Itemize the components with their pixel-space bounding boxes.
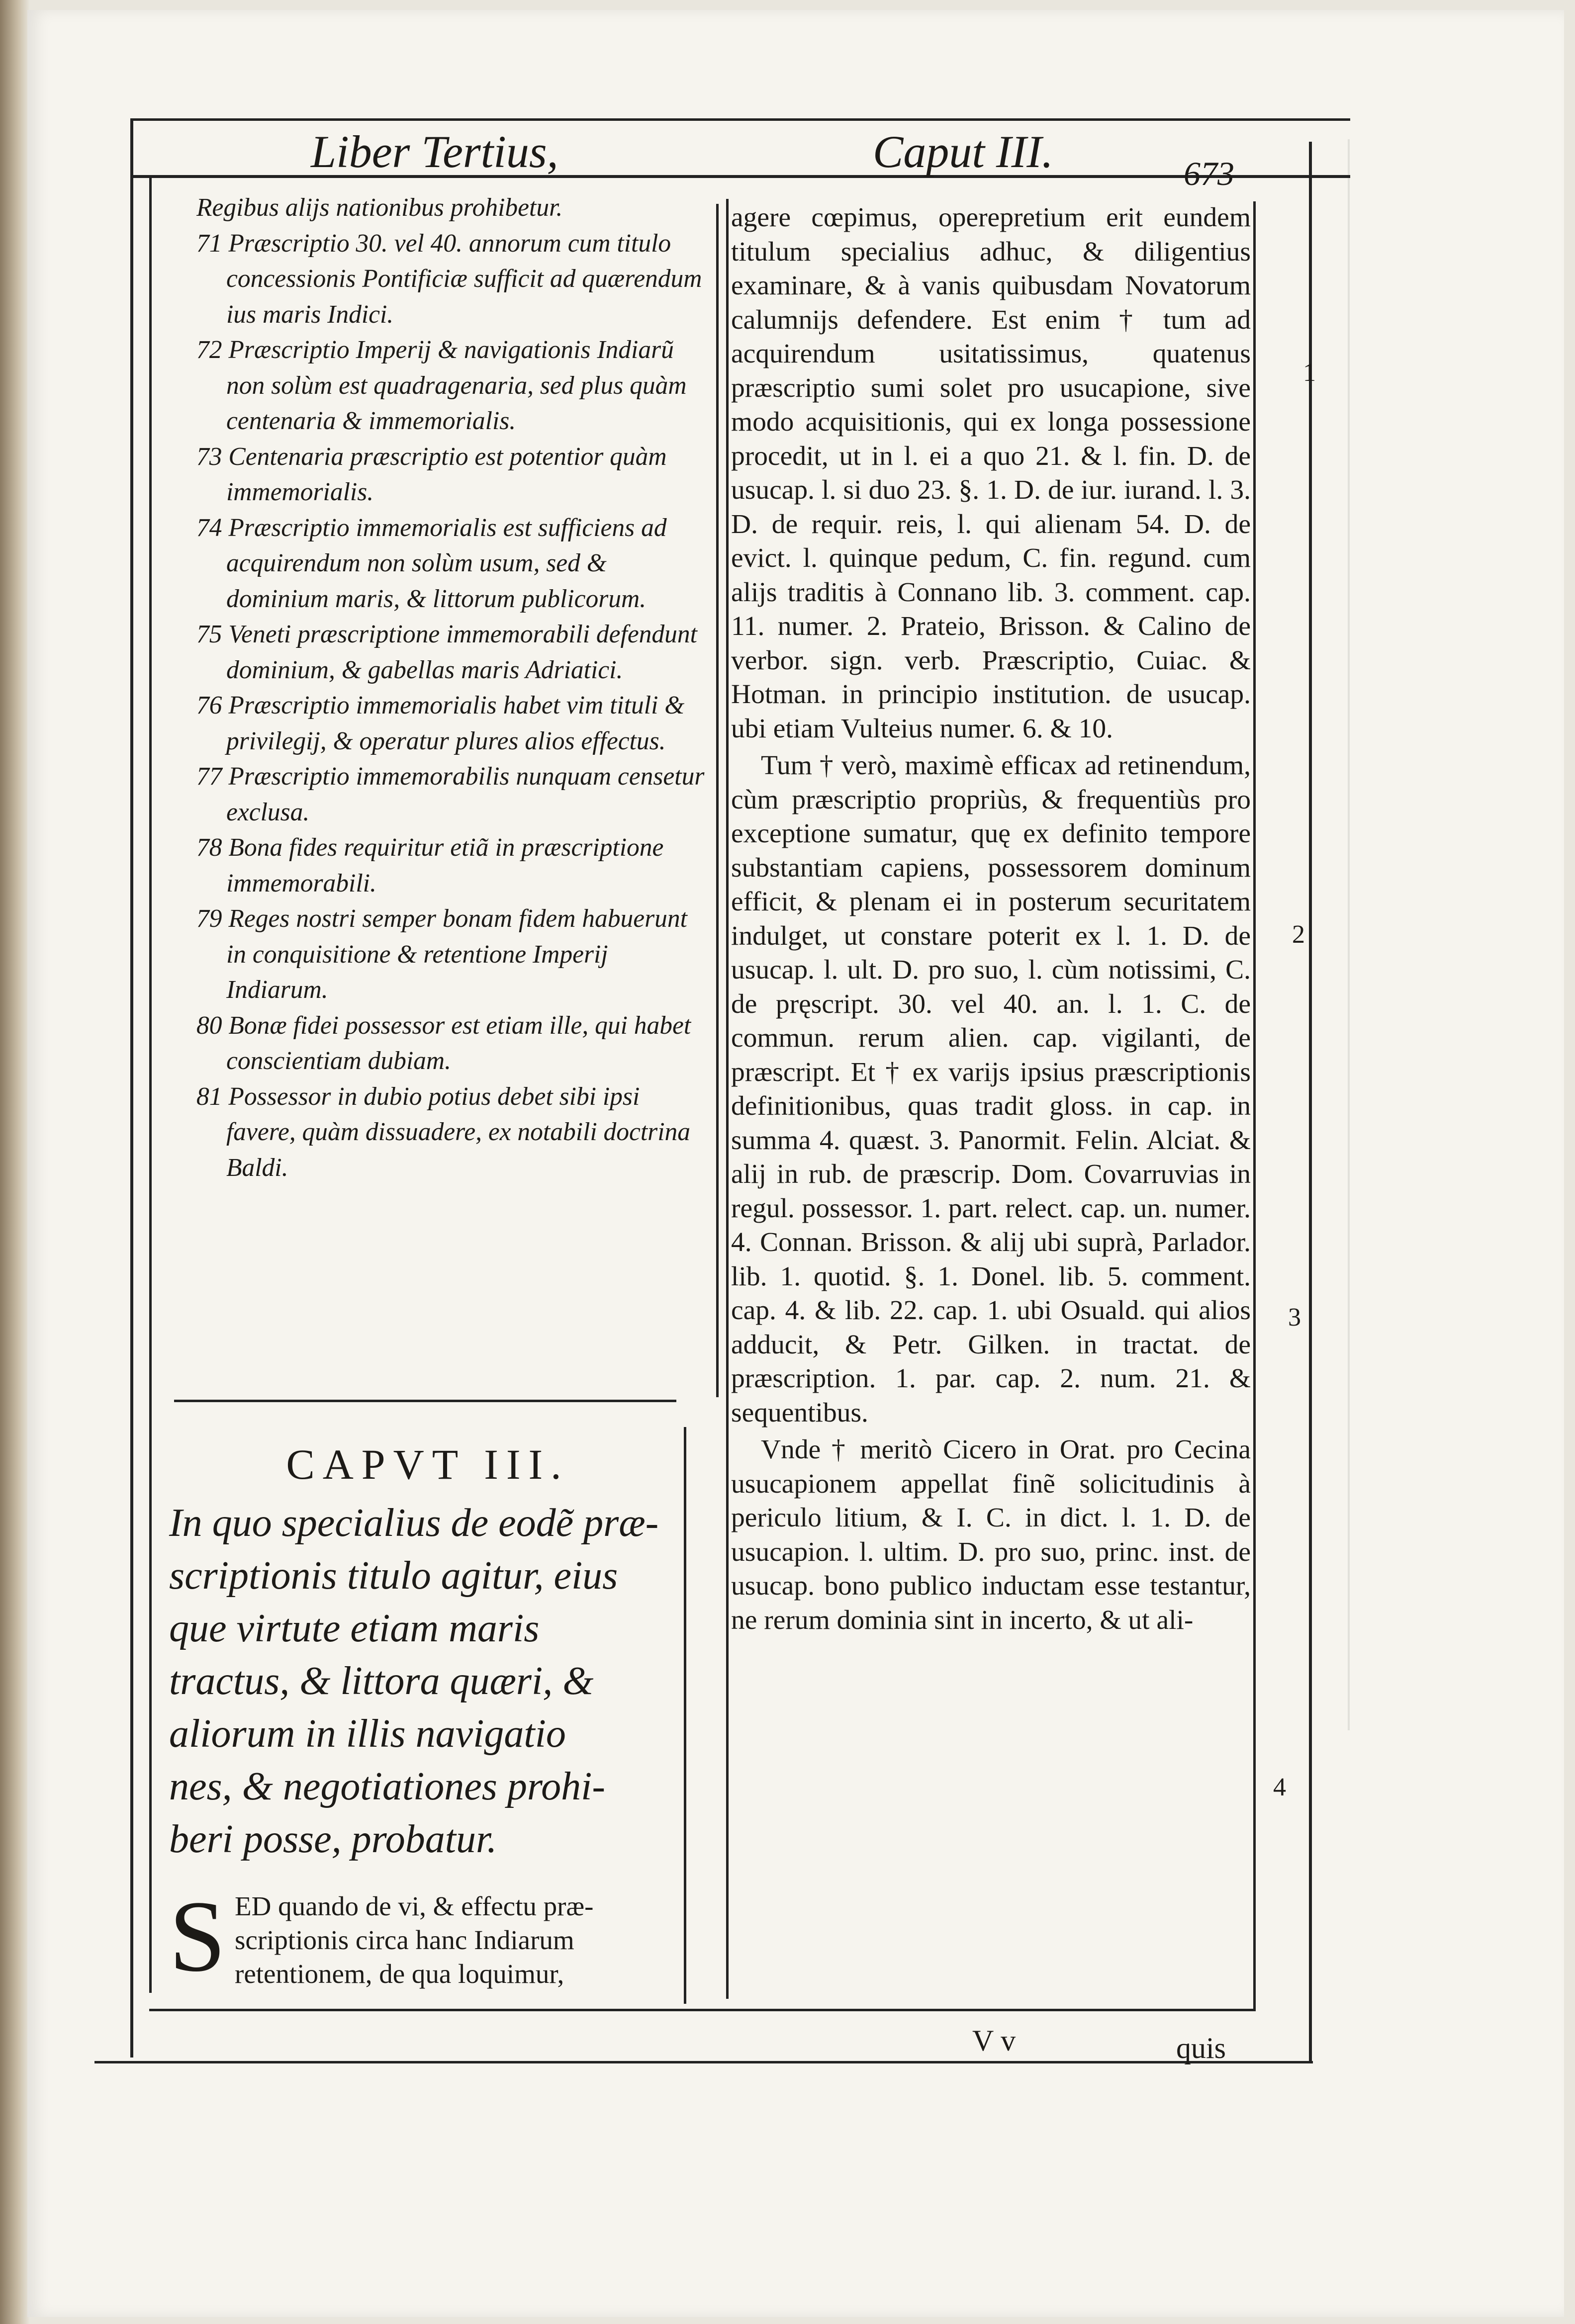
- index-item: 72 Præscriptio Imperij & navigationis Indiarũ non solùm est quadragenaria, sed plus quàm centenaria & immemorialis.: [196, 336, 687, 435]
- index-item: 78 Bona fides requiritur etiã in præscriptione immemorabili.: [196, 833, 664, 897]
- index-item: Regibus alijs nationibus prohibetur.: [196, 193, 563, 222]
- margin-number: 3: [1288, 1303, 1301, 1332]
- chapter-subtitle-line: que virtute etiam maris: [169, 1607, 540, 1650]
- right-column-right-rule: [1253, 201, 1256, 2011]
- running-head-right: Caput III.: [873, 126, 1053, 177]
- chapter-subtitle: [169, 1497, 676, 1866]
- bottom-rule-inner: [149, 2009, 1253, 2011]
- chapter-subtitle-line: beri posse, probatur.: [169, 1817, 497, 1861]
- index-item: 80 Bonæ fidei possessor est etiam ille, qui habet conscientiam dubiam.: [196, 1011, 691, 1075]
- index-item: 73 Centenaria præscriptio est potentior quàm immemorialis.: [196, 442, 667, 506]
- index-box-right: [716, 204, 719, 1397]
- catchword: quis: [1176, 2032, 1226, 2064]
- signature-mark: V v: [972, 2024, 1016, 2057]
- body-line: ED quando de vi, & effectu præ-: [235, 1891, 594, 1921]
- margin-number: 2: [1292, 920, 1305, 949]
- chapter-subtitle-line: aliorum in illis navigatio: [169, 1712, 566, 1756]
- chapter-subtitle-line: nes, & negotiationes prohi-: [169, 1765, 605, 1808]
- index-item: 76 Præscriptio immemorialis habet vim tituli & privilegij, & operatur plures alios effectus.: [196, 691, 685, 755]
- left-frame-rule: [130, 118, 133, 2057]
- running-head-left: Liber Tertius,: [311, 126, 558, 177]
- drop-cap: S: [169, 1880, 226, 1993]
- index-item: 77 Præscriptio immemorabilis nunquam censetur exclusa.: [196, 762, 705, 826]
- top-rule-double: [132, 118, 1350, 121]
- chapter-subtitle-line: tractus, & littora quæri, &: [169, 1659, 594, 1703]
- bleed-through-texture: [1343, 139, 1383, 1730]
- index-item: 79 Reges nostri semper bonam fidem habuerunt in conquisitione & retentione Imperij Indiarum.: [196, 904, 687, 1004]
- index-item: 75 Veneti præscriptione immemorabili defendunt dominium, & gabellas maris Adriatici.: [196, 620, 697, 684]
- paragraph: agere cœpimus, operepretium erit eundem titulum specialius adhuc, & diligentius examinare, & à vanis quibusdam Novatorum calumnijs defendere. Est enim † tum ad acquirendum usitatissimus, quatenus præscriptio sumi solet pro usucapione, sive modo acquisitionis, qui ex longa possessione procedit, ut in l. ei a quo 21. & l. fin. D. de usucap. l. si duo 23. §. 1. D. de iur. iurand. l. 3. D. de requir. reis, l. qui alienam 54. D. de evict. l. quinque pedum, C. fin. regund. cum alijs traditis à Connano lib. 3. comment. cap. 11. numer. 2. Prateio, Brisson. & Calino de verbor. sign. verb. Præscriptio, Cuiac. & Hotman. in principio institution. de usucap. ubi etiam Vulteius numer. 6. & 10.: [731, 202, 1251, 744]
- chapter-subtitle-line: scriptionis titulo agitur, eius: [169, 1554, 618, 1598]
- index-item: 81 Possessor in dubio potius debet sibi ipsi favere, quàm dissuadere, ex notabili doctrina Baldi.: [196, 1082, 691, 1182]
- body-line: scriptionis circa hanc Indiarum: [235, 1925, 574, 1955]
- bottom-rule-outer: [94, 2061, 1313, 2063]
- right-column-text: [731, 201, 1251, 1640]
- index-item: 71 Præscriptio 30. vel 40. annorum cum titulo concessionis Pontificiæ sufficit ad quærendum ius maris Indici.: [196, 229, 702, 329]
- index-box-left: [149, 178, 152, 1993]
- index-item: 74 Præscriptio immemorialis est sufficiens ad acquirendum non solùm usum, sed & dominium maris, & littorum publicorum.: [196, 513, 667, 613]
- left-column-body: [169, 1880, 686, 1993]
- paragraph: Tum † verò, maximè efficax ad retinendum, cùm præscriptio propriùs, & frequentiùs pro exceptione sumatur, quę ex definito tempore substantiam capiens, possessorem dominum efficit, & plenam ei in posterum securitatem indulget, ut constare poterit ex l. 1. D. de usucap. l. ult. D. pro suo, l. cùm notissimi, C. de pręscript. 30. vel 40. an. l. 1. C. de commun. rerum alien. cap. vigilanti, de præscript. Et † ex varijs ipsius præscriptionis definitionibus, quas tradit gloss. in cap. in summa 4. quæst. 3. Panormit. Felin. Alciat. & alij in rub. de præscrip. Dom. Covarruvias in regul. possessor. 1. part. relect. cap. un. numer. 4. Connan. Brisson. & alij ubi suprà, Parlador. lib. 1. quotid. §. 1. Donel. lib. 5. comment. cap. 4. & lib. 22. cap. 1. ubi Osuald. qui alios adducit, & Petr. Gilken. in tractat. de præscription. 1. par. cap. 2. num. 21. & sequentibus.: [731, 750, 1251, 1428]
- margin-number: 4: [1273, 1773, 1286, 1801]
- page-number: 673: [1184, 155, 1234, 192]
- chapter-title: CAPVT III.: [286, 1440, 569, 1488]
- margin-number: 1: [1303, 358, 1316, 387]
- chapter-subtitle-line: In quo specialius de eodẽ præ-: [169, 1501, 659, 1545]
- body-line: retentionem, de qua loquimur,: [235, 1959, 564, 1989]
- index-box-bottom: [174, 1400, 676, 1402]
- right-column-left-rule: [726, 199, 729, 1999]
- right-frame-rule: [1309, 142, 1312, 2061]
- paragraph: Vnde † meritò Cicero in Orat. pro Cecina usucapionem appellat finẽ solicitudinis à periculo litium, & I. C. in dict. l. 1. D. de usucapion. l. ultim. D. pro suo, princ. inst. de usucap. bono publico inductam esse testantur, ne rerum dominia sint in incerto, & ut ali-: [731, 1434, 1251, 1635]
- book-spine: [0, 0, 30, 2324]
- chapter-summary-index: [196, 190, 709, 1185]
